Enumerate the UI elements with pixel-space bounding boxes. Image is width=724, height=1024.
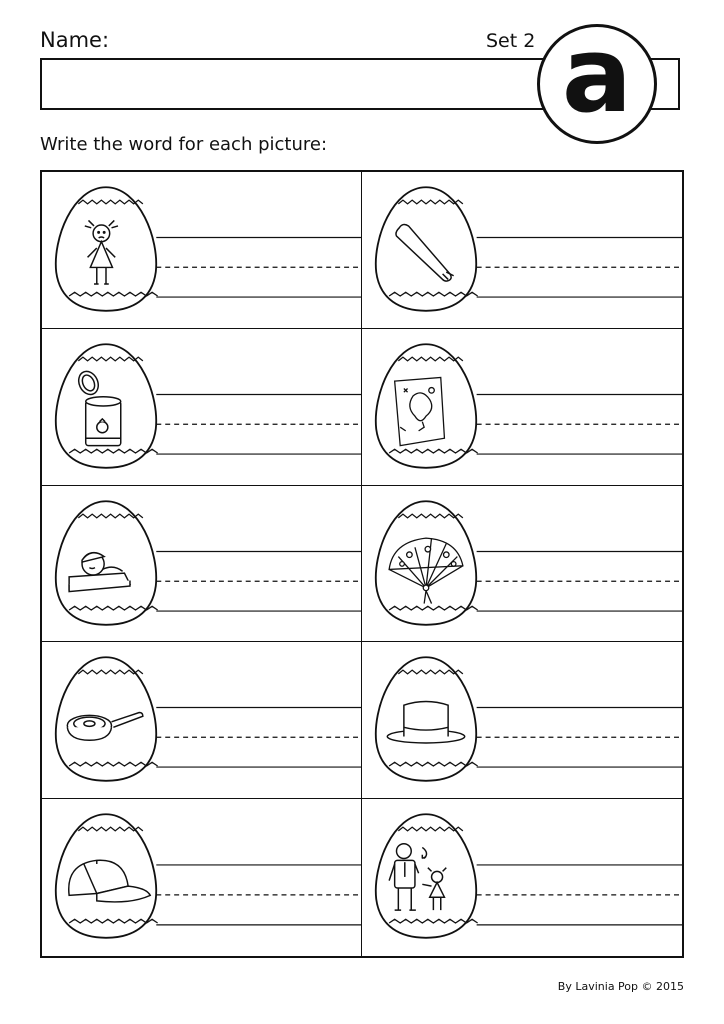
egg-frame (47, 335, 165, 477)
name-label: Name: (40, 28, 110, 52)
letter-text: a (561, 14, 633, 136)
egg-frame (47, 805, 165, 947)
instruction-text: Write the word for each picture: (40, 134, 328, 155)
picture-cell (362, 486, 682, 643)
picture-cell (42, 486, 362, 643)
egg-frame (367, 178, 485, 320)
picture-cell (362, 799, 682, 956)
picture-cell (42, 799, 362, 956)
picture-cell (362, 642, 682, 799)
picture-cell (362, 172, 682, 329)
egg-frame (47, 492, 165, 634)
egg-frame (47, 648, 165, 790)
letter-badge (537, 14, 657, 144)
egg-frame (367, 492, 485, 634)
worksheet-grid (40, 170, 684, 958)
egg-frame (367, 805, 485, 947)
egg-frame (367, 335, 485, 477)
footer-credit: By Lavinia Pop © 2015 (557, 980, 684, 993)
egg-frame (47, 178, 165, 320)
picture-cell (42, 329, 362, 486)
picture-cell (42, 172, 362, 329)
picture-cell (362, 329, 682, 486)
egg-frame (367, 648, 485, 790)
picture-cell (42, 642, 362, 799)
map-icon (395, 377, 445, 445)
set-label: Set 2 (486, 30, 536, 52)
